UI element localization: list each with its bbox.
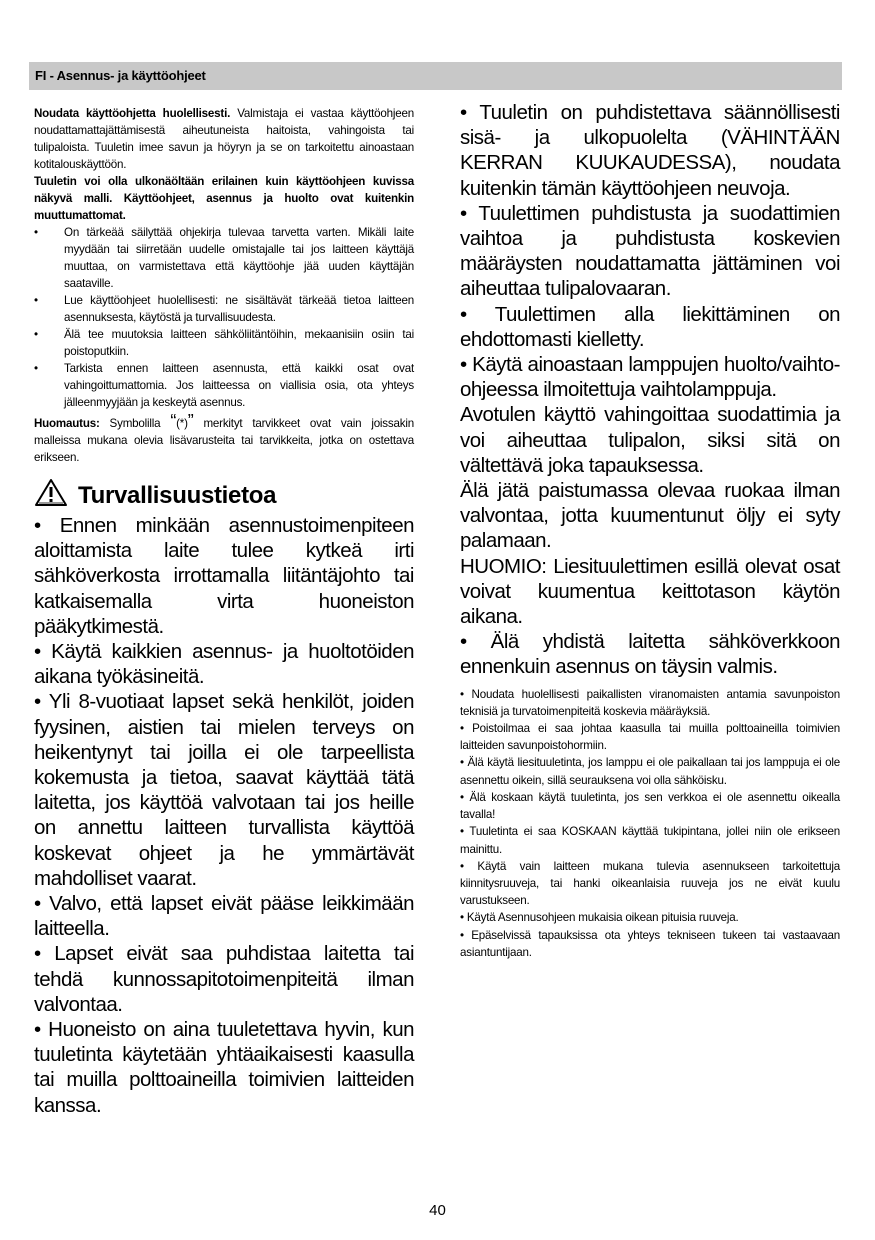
right-small-paragraph: • Noudata huolellisesti paikallisten viranomaisten antamia savunpoiston teknisiä ja turvatoimenpiteitä koskevia määräyksiä. [460,687,840,718]
note-pre: Symbolilla [99,417,171,430]
safety-title: Turvallisuustietoa [78,481,277,509]
right-small-paragraph: • Käytä Asennusohjeen mukaisia oikean pituisia ruuveja. [460,911,739,925]
note-label: Huomautus: [34,417,100,430]
safety-paragraph: • Käytä kaikkien asennus- ja huoltotöiden aikana työkäsineitä. [34,640,414,689]
list-item-text: Älä tee muutoksia laitteen sähköliitäntöihin, mekaanisiin osiin tai poistoputkiin. [64,328,414,358]
note-symbol: (*) [176,417,188,430]
section-header [29,62,842,90]
list-item [34,360,414,411]
intro-bold-paragraph: Tuuletin voi olla ulkonäöltään erilainen kuin käyttöohjeen kuvissa näkyvä malli. Käyttöohjeet, asennus ja huolto ovat kuitenkin muuttumattomat. [34,175,414,222]
note-post: merkityt tarvikkeet ovat vain joissakin malleissa mukana olevia lisävarusteita tai tarvikkeita, jotka on ostettava erikseen. [34,417,414,464]
right-small-paragraph: • Älä käytä liesituuletinta, jos lamppu ei ole paikallaan tai jos lamppuja ei ole asennettu oikein, sillä seurauksena voi olla sähköisku. [460,756,840,787]
right-small-paragraph: • Älä koskaan käytä tuuletinta, jos sen verkkoa ei ole asennettu oikealla tavalla! [460,790,840,822]
right-paragraph: • Älä yhdistä laitetta sähköverkkoon ennenkuin asennus on täysin valmis. [460,630,840,679]
right-paragraph: Avotulen käyttö vahingoittaa suodattimia ja voi aiheuttaa tulipalon, siksi sitä on vältettävä joka tapauksessa. [460,403,840,477]
right-column [460,100,840,961]
right-paragraph: • Tuuletin on puhdistettava säännöllisesti sisä- ja ulkopuolelta (VÄHINTÄÄN KERRAN KUUKAUDESSA), noudata kuitenkin tämän käyttöohjeen neuvoja. [460,101,840,200]
safety-paragraph: • Ennen minkään asennustoimenpiteen aloittamista laite tulee kytkeä irti sähköverkosta irrottamalla liitäntäjohto tai katkaisemalla virta huoneiston pääkytkimestä. [34,514,414,638]
left-column [34,105,414,1118]
right-small-paragraph: • Poistoilmaa ei saa johtaa kaasulla tai muilla polttoaineilla toimivien laitteiden savunpoistohormiin. [460,722,840,753]
right-small-paragraph: • Tuuletinta ei saa KOSKAAN käyttää tukipintana, jollei niin ole erikseen mainittu. [460,825,840,856]
right-small-paragraph: • Epäselvissä tapauksissa ota yhteys tekniseen tukeen tai vastaavaan asiantuntijaan. [460,928,840,959]
safety-heading [34,478,414,513]
safety-paragraph: • Yli 8-vuotiaat lapset sekä henkilöt, joiden fyysinen, aistien tai mielen terveys on heikentynyt tai joilla ei ole tarpeellista kokemusta ja tietoa, saavat käyttää tätä laitetta, jos käyttöä valvotaan tai jos heille on annettu laitteen turvallista käyttöä koskevat ohjeet ja he ymmärtävät mahdolliset vaarat. [34,690,414,890]
right-big-text [460,100,840,680]
right-paragraph: HUOMIO: Liesituulettimen esillä olevat osat voivat kuumentua keittotason käytön aikana. [460,554,840,629]
intro-bold: Noudata käyttöohjetta huolellisesti. [34,107,231,120]
list-item-text: Lue käyttöohjeet huolellisesti: ne sisältävät tärkeää tietoa laitteen asennuksesta, käytöstä ja turvallisuudesta. [64,294,414,324]
intro-paragraph [34,105,414,173]
bullet-icon: • [34,362,38,375]
right-paragraph: • Tuulettimen alla liekittäminen on ehdottomasti kielletty. [460,302,840,351]
list-item-text: Tarkista ennen laitteen asennusta, että kaikki osat ovat vahingoittumattomia. Jos laitteessa on viallisia osia, ota yhteys jälleenmyyjään ja keskeytä asennus. [64,362,414,409]
list-item-text: On tärkeää säilyttää ohjekirja tulevaa tarvetta varten. Mikäli laite myydään tai siirretään uudelle omistajalle tai jos laitteen käyttäjä muuttaa, on varmistettava että käyttöohje jää uuden käyttäjän saataville. [64,226,414,290]
right-paragraph: • Käytä ainoastaan lamppujen huolto/vaihto-ohjeessa ilmoitettuja vaihtolamppuja. [460,353,840,402]
list-item [34,292,414,326]
section-header-title: FI - Asennus- ja käyttöohjeet [35,68,206,83]
right-paragraph: • Tuulettimen puhdistusta ja suodattimien vaihtoa ja puhdistusta koskevien määräysten noudattamatta jättäminen voi aiheuttaa tulipalovaaran. [460,201,840,301]
safety-paragraph: • Huoneisto on aina tuuletettava hyvin, kun tuuletinta käytetään yhtäaikaisesti kaasulla tai muilla polttoaineilla toimivien laitteiden kanssa. [34,1018,414,1117]
safety-paragraph: • Valvo, että lapset eivät pääse leikkimään laitteella. [34,892,414,941]
intro-block [34,105,414,466]
intro-text: Valmistaja ei vastaa käyttöohjeen noudattamattajättämisestä aiheutuneista haitoista, vahingoista tai tulipaloista. Tuuletin imee savun ja höyryn ja se on tarkoitettu ainoastaan kotitalouskäyttöön. [34,107,414,171]
safety-paragraph: • Lapset eivät saa puhdistaa laitetta tai tehdä kunnossapitotoimenpiteitä ilman valvontaa. [34,942,414,1016]
page-number: 40 [429,1202,446,1219]
bullet-icon: • [34,226,38,239]
note-paragraph [34,411,414,466]
safety-text [34,513,414,1118]
list-item [34,326,414,360]
warning-triangle-icon [34,478,78,513]
right-small-text [460,686,840,961]
bullet-icon: • [34,328,38,341]
bullet-icon: • [34,294,38,307]
right-paragraph: Älä jätä paistumassa olevaa ruokaa ilman valvontaa, jotta kuumentunut öljy ei syty palamaan. [460,479,840,553]
list-item [34,224,414,292]
right-small-paragraph: • Käytä vain laitteen mukana tulevia asennukseen tarkoitettuja kiinnitysruuveja, tai hanki oikeanlaisia ruuveja jos ne eivät kuulu varustukseen. [460,859,840,908]
note-quote-open: “ [170,411,177,431]
note-quote-close: ” [187,411,194,431]
